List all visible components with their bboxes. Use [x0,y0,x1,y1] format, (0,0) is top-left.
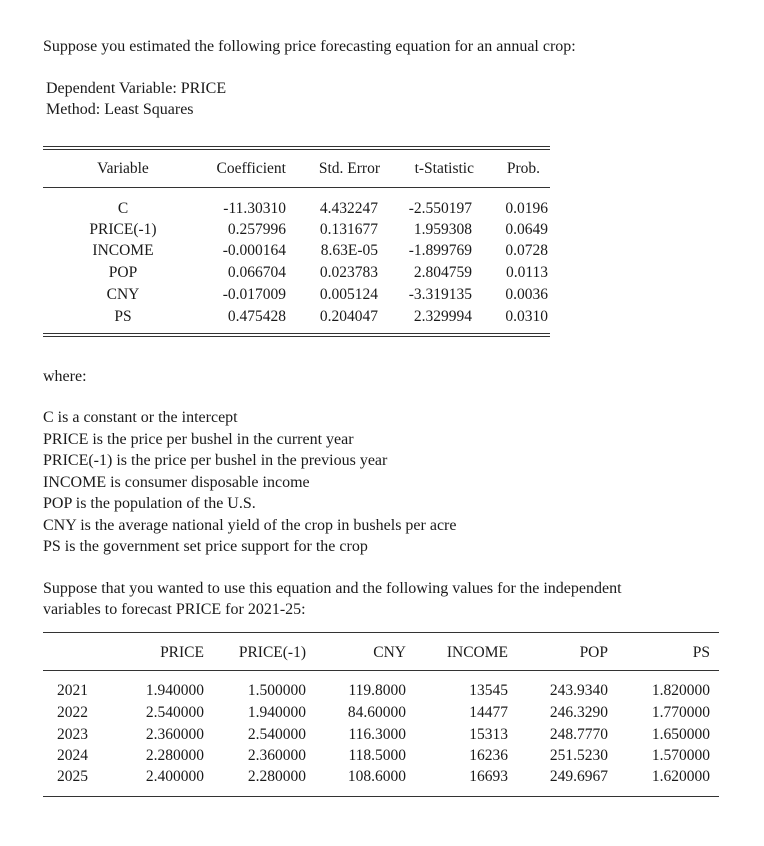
table-row [0,286,764,307]
pop-value: 251.5230 [549,747,608,764]
cny-value: 108.6000 [347,768,406,785]
forecast-intro-line2: variables to forecast PRICE for 2021-25: [43,601,306,618]
ps-value: 1.570000 [651,747,710,764]
definition-item: INCOME is consumer disposable income [43,474,310,491]
dependent-variable: Dependent Variable: PRICE [46,80,227,97]
prob-value: 0.0196 [505,200,548,217]
price-lag-value: 2.540000 [247,726,306,743]
cny-value: 116.3000 [348,726,406,743]
price-lag-value: 2.280000 [247,768,306,785]
std-error-value: 0.131677 [319,221,378,238]
header-ps: PS [692,644,710,661]
table-row [0,704,764,726]
income-value: 16693 [469,768,508,785]
header-price: PRICE [160,644,204,661]
price-value: 2.400000 [145,768,204,785]
t-stat-value: 1.959308 [413,221,472,238]
definition-item: PRICE(-1) is the price per bushel in the previous year [43,452,388,469]
price-lag-value: 2.360000 [247,747,306,764]
ps-value: 1.650000 [651,726,710,743]
header-prob: Prob. [506,160,540,177]
table-row [0,726,764,748]
table-bottom-rule-2 [43,336,550,337]
std-error-value: 0.023783 [319,264,378,281]
prob-value: 0.0113 [505,264,548,281]
variable-name: INCOME [92,242,154,259]
variable-name: PS [114,308,132,325]
pop-value: 248.7770 [549,726,608,743]
cny-value: 118.5000 [348,747,406,764]
price-value: 2.360000 [145,726,204,743]
forecast-intro-line1: Suppose that you wanted to use this equation and the following values for the independent [43,580,622,597]
ps-value: 1.620000 [651,768,710,785]
header-cny: CNY [373,644,406,661]
pop-value: 249.6967 [549,768,608,785]
year-label: 2025 [57,768,88,785]
price-lag-value: 1.500000 [247,682,306,699]
table-row [0,221,764,242]
variable-name: PRICE(-1) [89,221,157,238]
coefficient-value: 0.257996 [227,221,286,238]
income-value: 13545 [469,682,508,699]
definition-item: PRICE is the price per bushel in the current year [43,431,354,448]
definition-item: POP is the population of the U.S. [43,495,256,512]
table-row [0,200,764,221]
price-value: 2.540000 [145,704,204,721]
pop-value: 243.9340 [549,682,608,699]
table-row [0,768,764,790]
header-coefficient: Coefficient [216,160,286,177]
header-price-lag: PRICE(-1) [238,644,306,661]
intro-text: Suppose you estimated the following price forecasting equation for an annual crop: [43,38,576,55]
income-value: 16236 [469,747,508,764]
header-variable: Variable [97,160,149,177]
table-top-rule [43,146,550,147]
std-error-value: 0.005124 [319,286,378,303]
table-row [0,747,764,769]
header-rule [43,187,550,188]
coefficient-value: 0.066704 [227,264,286,281]
forecast-top-rule [43,632,719,633]
prob-value: 0.0728 [505,242,548,259]
table-row [0,682,764,704]
income-value: 15313 [469,726,508,743]
prob-value: 0.0036 [505,286,548,303]
year-label: 2024 [57,747,88,764]
table-bottom-rule [43,333,550,334]
year-label: 2022 [57,704,88,721]
cny-value: 119.8000 [348,682,406,699]
table-row [0,264,764,285]
income-value: 14477 [469,704,508,721]
definition-item: C is a constant or the intercept [43,409,238,426]
coefficient-value: -0.017009 [222,286,286,303]
std-error-value: 4.432247 [319,200,378,217]
coefficient-value: -0.000164 [222,242,286,259]
pop-value: 246.3290 [549,704,608,721]
t-stat-value: -1.899769 [408,242,472,259]
year-label: 2021 [57,682,88,699]
price-lag-value: 1.940000 [247,704,306,721]
t-stat-value: -3.319135 [408,286,472,303]
variable-name: C [117,200,129,217]
where-label: where: [43,368,87,385]
header-income: INCOME [446,644,508,661]
method: Method: Least Squares [46,101,194,118]
header-std-error: Std. Error [318,160,380,177]
table-row [0,242,764,263]
coefficient-value: 0.475428 [227,308,286,325]
t-stat-value: 2.804759 [413,264,472,281]
std-error-value: 8.63E-05 [320,242,378,259]
forecast-bottom-rule [43,796,719,797]
table-row [0,308,764,329]
cny-value: 84.60000 [347,704,406,721]
t-stat-value: 2.329994 [413,308,472,325]
year-label: 2023 [57,726,88,743]
prob-value: 0.0649 [505,221,548,238]
definition-item: PS is the government set price support for the crop [43,538,368,555]
std-error-value: 0.204047 [319,308,378,325]
definition-item: CNY is the average national yield of the crop in bushels per acre [43,517,457,534]
header-t-statistic: t-Statistic [414,160,474,177]
coefficient-value: -11.30310 [223,200,286,217]
t-stat-value: -2.550197 [408,200,472,217]
header-pop: POP [579,644,608,661]
ps-value: 1.820000 [651,682,710,699]
price-value: 2.280000 [145,747,204,764]
ps-value: 1.770000 [651,704,710,721]
table-top-rule-2 [43,149,550,150]
price-value: 1.940000 [145,682,204,699]
prob-value: 0.0310 [505,308,548,325]
variable-name: CNY [106,286,140,303]
variable-name: POP [108,264,138,281]
forecast-header-rule [43,670,719,671]
